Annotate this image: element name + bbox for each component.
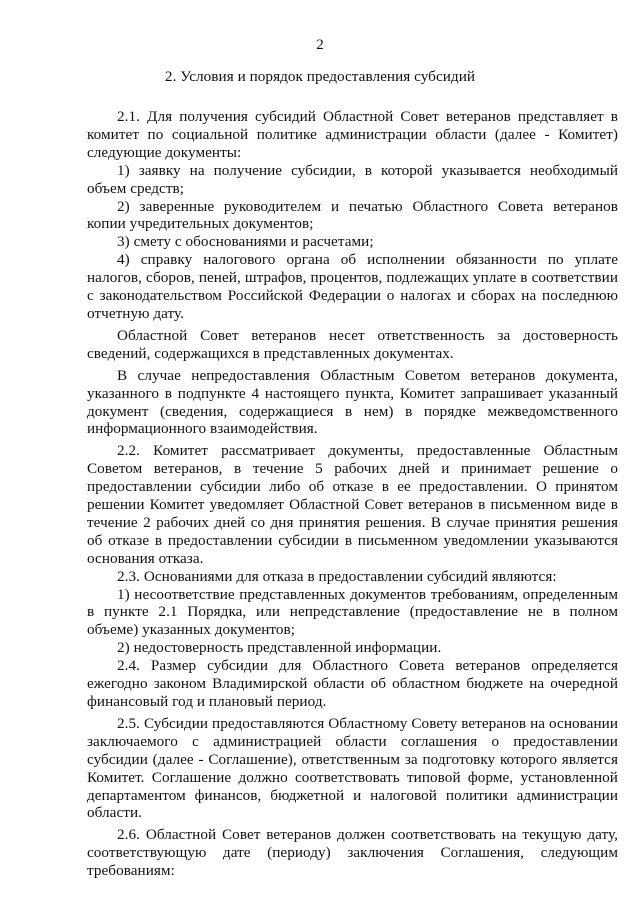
paragraph-2-2: 2.2. Комитет рассматривает документы, предоставленные Областным Советом ветеранов, в течение 5 рабочих дней и принимает решение о предоставлении субсидии либо об отказе в ее предоставлении. О принятом решении Комитет уведомляет Областной Совет ветеранов в письменном виде в течение 2 рабочих дней со дня принятия решения. В случае принятия решения об отказе в предоставлении субсидии в письменном уведомлении указываются основания отказа. [87, 442, 618, 567]
document-body [87, 108, 618, 880]
paragraph-2-1: 2.1. Для получения субсидий Областной Совет ветеранов представляет в комитет по социальной политике администрации области (далее - Комитет) следующие документы: [87, 108, 618, 161]
paragraph-non-submission: В случае непредоставления Областным Советом ветеранов документа, указанного в подпункте 4 настоящего пункта, Комитет запрашивает указанный документ (сведения, содержащиеся в нем) в порядке межведомственного информационного взаимодействия. [87, 366, 618, 438]
list-item-3-budget-estimate: 3) смету с обоснованиями и расчетами; [117, 233, 374, 251]
section-title: 2. Условия и порядок предоставления субсидий [164, 68, 476, 85]
list-item-nonconformity: 1) несоответствие представленных документов требованиям, определенным в пункте 2.1 Порядка, или непредставление (предоставление не в полном объеме) указанных документов; [87, 585, 618, 639]
paragraph-2-4: 2.4. Размер субсидии для Областного Совета ветеранов определяется ежегодно законом Владимирской области об областном бюджете на очередной финансовый год и плановый период. [87, 657, 618, 710]
paragraph-2-3: 2.3. Основаниями для отказа в предоставлении субсидий являются: [117, 567, 557, 585]
list-item-1-application: 1) заявку на получение субсидии, в которой указывается необходимый объем средств; [87, 161, 618, 197]
paragraph-responsibility: Областной Совет ветеранов несет ответственность за достоверность сведений, содержащихся в представленных документах. [87, 326, 618, 362]
list-item-4-tax-certificate: 4) справку налогового органа об исполнении обязанности по уплате налогов, сборов, пеней, штрафов, процентов, подлежащих уплате в соответствии с законодательством Российской Федерации о налогах и сборах на последнюю отчетную дату. [87, 251, 618, 322]
paragraph-2-5: 2.5. Субсидии предоставляются Областному Совету ветеранов на основании заключаемого с администрацией области соглашения о предоставлении субсидии (далее - Соглашение), ответственным за подготовку которого является Комитет. Соглашение должно соответствовать типовой форме, установленной департаментом финансов, бюджетной и налоговой политики администрации области. [87, 714, 618, 822]
paragraph-2-6: 2.6. Областной Совет ветеранов должен соответствовать на текущую дату, соответствующую дате (периоду) заключения Соглашения, следующим требованиям: [87, 826, 618, 880]
list-item-2-founding-documents: 2) заверенные руководителем и печатью Областного Совета ветеранов копии учредительных документов; [87, 197, 618, 233]
page-number: 2 [316, 37, 324, 53]
list-item-unreliability: 2) недостоверность представленной информации. [117, 639, 442, 657]
